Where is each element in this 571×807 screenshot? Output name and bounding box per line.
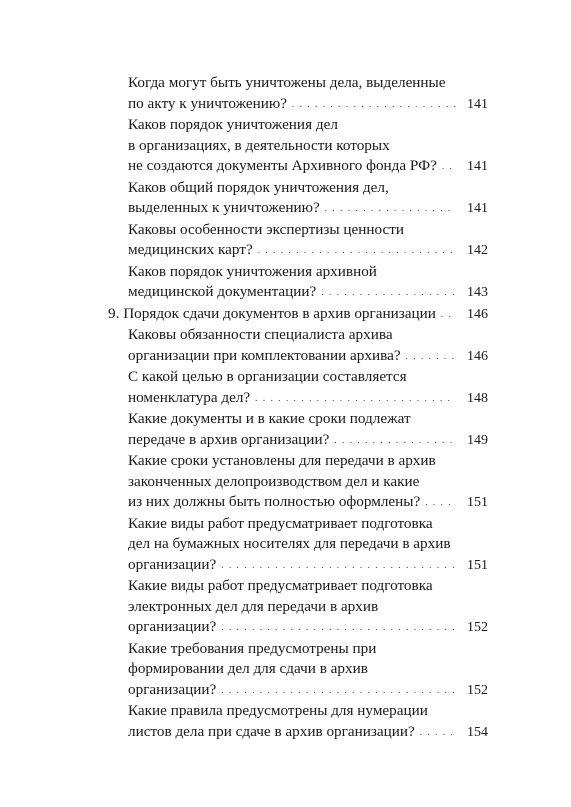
page-number: 149 <box>467 432 488 448</box>
toc-entry <box>0 451 571 514</box>
toc-entry-text-line: не создаются документы Архивного фонда РФ? <box>128 157 437 174</box>
toc-entry-text-line: законченных делопроизводством дел и какие <box>128 472 420 490</box>
toc-entry-text-line: листов дела при сдаче в архив организации? <box>128 722 415 740</box>
toc-entry-text-line: 9. Порядок сдачи документов в архив организации <box>108 304 436 322</box>
toc-entry-text-line: Каков порядок уничтожения дел <box>128 116 338 133</box>
toc-entry-text-line: Каков общий порядок уничтожения дел, <box>128 178 389 196</box>
dot-leader <box>406 346 456 367</box>
toc-entry-last-line <box>128 240 488 262</box>
toc-entry-last-line <box>108 304 488 326</box>
toc-chapter-entry <box>0 304 571 326</box>
toc-entry-last-line <box>128 722 488 744</box>
dot-leader <box>221 617 456 638</box>
toc-entry-last-line <box>128 346 488 368</box>
toc-entry <box>0 262 571 304</box>
page-number: 141 <box>467 201 488 216</box>
toc-entry <box>0 115 571 178</box>
toc-entry-text-line: Какие сроки установлены для передачи в архив <box>128 452 436 469</box>
toc-entry-last-line <box>128 430 488 452</box>
page-number: 146 <box>467 348 488 364</box>
toc-entry-text-line: Каковы особенности экспертизы ценности <box>128 220 405 238</box>
toc-entry-text-line: организации? <box>128 618 217 635</box>
dot-leader <box>255 388 456 409</box>
page-number: 143 <box>467 285 488 300</box>
toc-entry-text-line: организации при комплектовании архива? <box>128 346 401 364</box>
page-number: 151 <box>467 557 488 573</box>
toc-entry-text-line: медицинских карт? <box>128 241 253 258</box>
toc-entry-text-line: организации? <box>128 680 217 698</box>
toc-entry-text-line: электронных дел для передачи в архив <box>128 597 379 615</box>
toc-entry <box>0 701 571 743</box>
dot-leader <box>425 492 456 513</box>
dot-leader <box>334 430 456 451</box>
dot-leader <box>292 94 456 115</box>
toc-entry <box>0 576 571 639</box>
dot-leader <box>420 722 456 743</box>
page-number: 141 <box>467 96 488 112</box>
toc-entry-text-line: по акту к уничтожению? <box>128 94 287 112</box>
toc-entry <box>0 639 571 702</box>
toc-entry <box>0 325 571 367</box>
dot-leader <box>258 240 456 261</box>
toc-entry <box>0 367 571 409</box>
toc-entry <box>0 220 571 262</box>
dot-leader <box>221 680 456 701</box>
toc-entry-text-line: Каковы обязанности специалиста архива <box>128 326 393 343</box>
toc-entry-text-line: организации? <box>128 555 217 573</box>
toc-entry-last-line <box>128 156 488 178</box>
toc-entry-text-line: передаче в архив организации? <box>128 430 330 448</box>
dot-leader <box>441 304 456 325</box>
toc-entry-text-line: дел на бумажных носителях для передачи в архив <box>128 535 451 552</box>
toc-entry-text-line: в организациях, в деятельности которых <box>128 136 390 154</box>
toc-entry-text-line: Какие документы и в какие сроки подлежат <box>128 410 411 427</box>
page-number: 152 <box>467 682 488 698</box>
toc-entry <box>0 409 571 451</box>
toc-entry-text-line: Какие виды работ предусматривает подготовка <box>128 514 433 532</box>
page-number: 148 <box>467 390 488 406</box>
toc-entry-last-line <box>128 680 488 702</box>
toc-entry-text-line: С какой целью в организации составляется <box>128 368 407 385</box>
dot-leader <box>442 156 456 177</box>
toc-entry-text-line: выделенных к уничтожению? <box>128 199 320 216</box>
table-of-contents <box>0 73 571 743</box>
dot-leader <box>325 198 456 219</box>
toc-entry-last-line <box>128 555 488 577</box>
page-number: 141 <box>467 159 488 174</box>
toc-entry-last-line <box>128 388 488 410</box>
toc-entry-text-line: Какие требования предусмотрены при <box>128 639 377 657</box>
dot-leader <box>221 555 456 576</box>
toc-entry <box>0 514 571 577</box>
dot-leader <box>321 282 456 303</box>
page-number: 152 <box>467 620 488 635</box>
page-number: 146 <box>467 306 488 322</box>
toc-entry-last-line <box>128 198 488 220</box>
page-number: 151 <box>467 495 488 510</box>
toc-entry-text-line: Когда могут быть уничтожены дела, выделенные <box>128 74 446 91</box>
toc-entry <box>0 73 571 115</box>
toc-entry-text-line: номенклатура дел? <box>128 388 251 406</box>
toc-entry <box>0 178 571 220</box>
toc-entry-text-line: из них должны быть полностью оформлены? <box>128 493 421 510</box>
toc-entry-text-line: Какие виды работ предусматривает подготовка <box>128 577 433 594</box>
page-number: 154 <box>467 724 488 740</box>
toc-entry-last-line <box>128 282 488 304</box>
toc-entry-text-line: формировании дел для сдачи в архив <box>128 660 368 677</box>
toc-entry-last-line <box>128 617 488 639</box>
toc-entry-last-line <box>128 94 488 116</box>
toc-entry-last-line <box>128 492 488 514</box>
page-number: 142 <box>467 243 488 258</box>
toc-entry-text-line: медицинской документации? <box>128 283 317 300</box>
toc-entry-text-line: Какие правила предусмотрены для нумерации <box>128 702 428 719</box>
toc-entry-text-line: Каков порядок уничтожения архивной <box>128 262 377 280</box>
